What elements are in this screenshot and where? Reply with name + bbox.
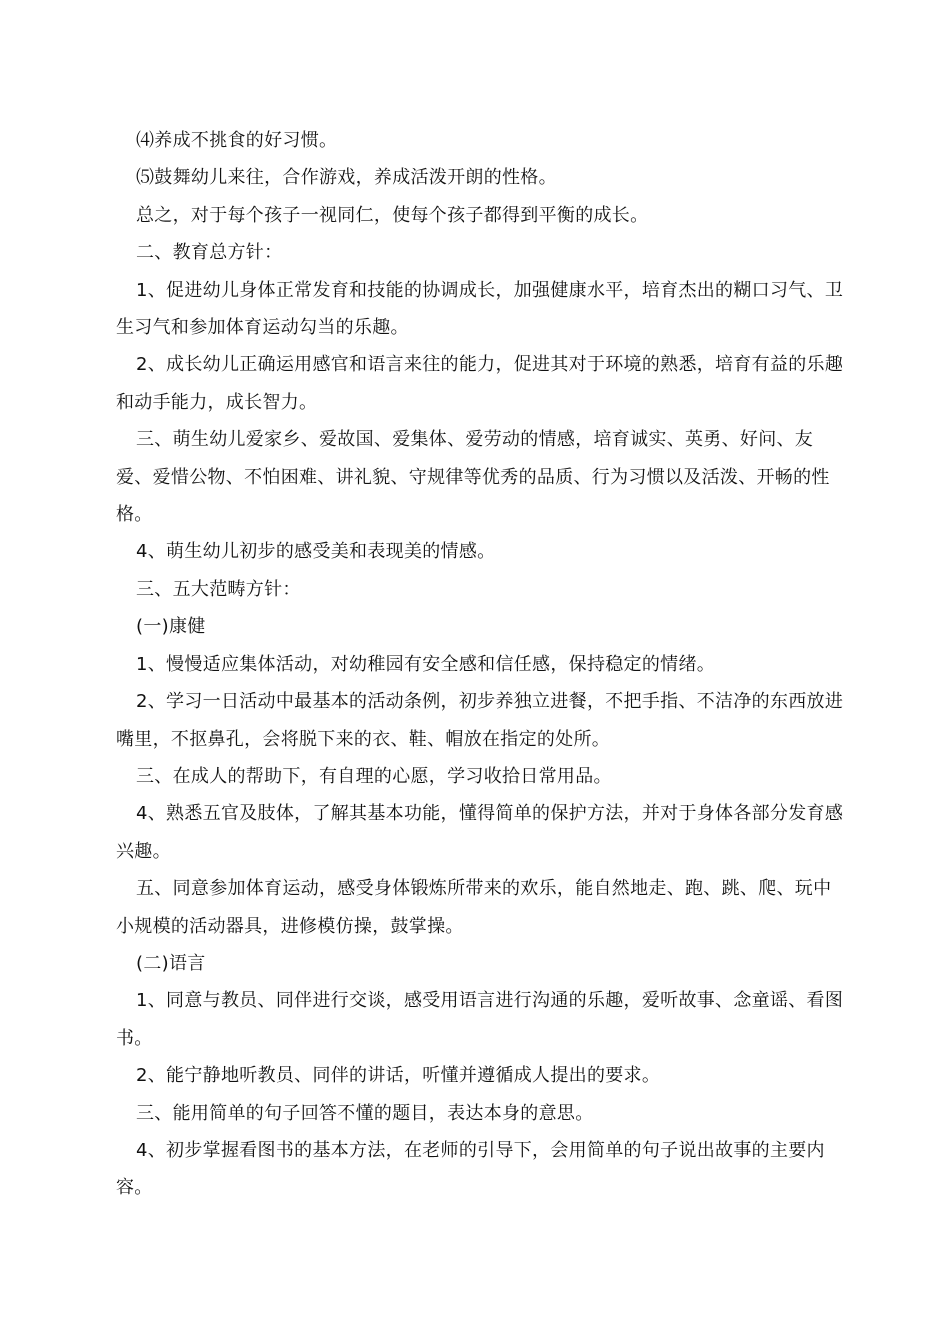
paragraph-health-4: 4、熟悉五官及肢体，了解其基本功能，懂得简单的保护方法，并对于身体各部分发育感兴趣。 xyxy=(116,803,844,862)
paragraph-goal-1: 1、促进幼儿身体正常发育和技能的协调成长，加强健康水平，培育杰出的糊口习气、卫生习气和参加体育运动勾当的乐趣。 xyxy=(116,279,844,339)
subheading-language: (二)语言 xyxy=(136,952,206,974)
paragraph-goal-3: 三、萌生幼儿爱家乡、爱故国、爱集体、爱劳动的情感，培育诚实、英勇、好问、友爱、爱惜公物、不怕困难、讲礼貌、守规律等优秀的品质、行为习惯以及活泼、开畅的性格。 xyxy=(116,429,830,526)
paragraph-language-2: 2、能宁静地听教员、同伴的讲话，听懂并遵循成人提出的要求。 xyxy=(136,1065,661,1087)
paragraph-health-1: 1、慢慢适应集体活动，对幼稚园有安全感和信任感，保持稳定的情绪。 xyxy=(136,653,716,675)
paragraph-goal-2: 2、成长幼儿正确运用感官和语言来往的能力，促进其对于环境的熟悉，培育有益的乐趣和动手能力，成长智力。 xyxy=(116,354,844,413)
paragraph-health-3: 三、在成人的帮助下，有自理的心愿，学习收拾日常用品。 xyxy=(136,765,612,787)
paragraph-health-2: 2、学习一日活动中最基本的活动条例，初步养独立进餐，不把手指、不洁净的东西放进嘴里，不抠鼻孔，会将脱下来的衣、鞋、帽放在指定的处所。 xyxy=(116,691,844,750)
paragraph-language-3: 三、能用简单的句子回答不懂的题目，表达本身的意思。 xyxy=(136,1102,594,1124)
paragraph-health-5: 五、同意参加体育运动，感受身体锻炼所带来的欢乐，能自然地走、跑、跳、爬、玩中小规模的活动器具，进修模仿操，鼓掌操。 xyxy=(116,878,832,937)
paragraph-language-1: 1、同意与教员、同伴进行交谈，感受用语言进行沟通的乐趣，爱听故事、念童谣、看图书。 xyxy=(116,990,844,1049)
paragraph-summary: 总之，对于每个孩子一视同仁，使每个孩子都得到平衡的成长。 xyxy=(136,204,649,226)
heading-five-domains: 三、五大范畴方针： xyxy=(136,578,301,600)
heading-education-goals: 二、教育总方针： xyxy=(136,242,283,264)
subheading-health: (一)康健 xyxy=(136,616,206,638)
paragraph-language-4: 4、初步掌握看图书的基本方法，在老师的引导下，会用简单的句子说出故事的主要内容。 xyxy=(116,1139,825,1199)
paragraph-habit-eating: ⑷养成不挑食的好习惯。 xyxy=(136,130,338,151)
paragraph-goal-4: 4、萌生幼儿初步的感受美和表现美的情感。 xyxy=(136,541,496,563)
paragraph-encourage-play: ⑸鼓舞幼儿来往，合作游戏，养成活泼开朗的性格。 xyxy=(136,167,557,189)
document-body xyxy=(116,122,846,1207)
